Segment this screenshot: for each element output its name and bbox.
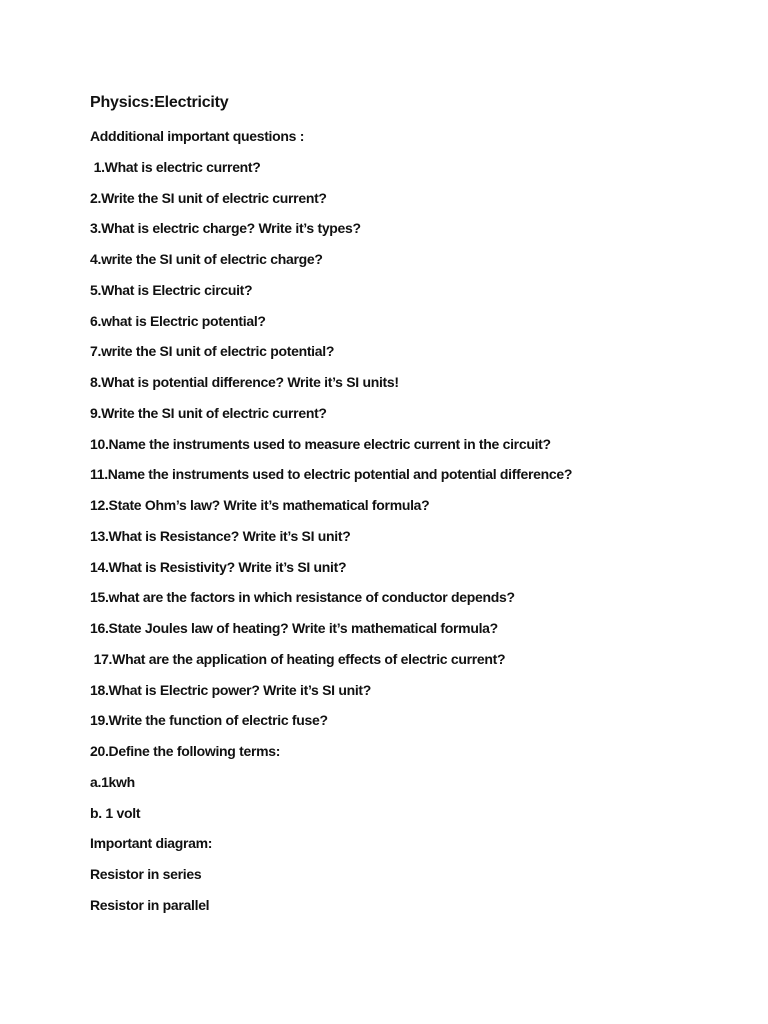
question-line: 15.what are the factors in which resistance of conductor depends? — [90, 589, 515, 605]
question-line: 10.Name the instruments used to measure electric current in the circuit? — [90, 436, 551, 452]
document-title: Physics:Electricity — [90, 94, 229, 111]
question-line: 3.What is electric charge? Write it’s types? — [90, 220, 361, 236]
question-line: 18.What is Electric power? Write it’s SI unit? — [90, 682, 372, 698]
question-line: 1.What is electric current? — [90, 159, 261, 175]
question-line: 5.What is Electric circuit? — [90, 282, 253, 298]
question-line: 4.write the SI unit of electric charge? — [90, 251, 323, 267]
question-line: 13.What is Resistance? Write it’s SI unit? — [90, 528, 351, 544]
question-line: 19.Write the function of electric fuse? — [90, 712, 328, 728]
question-line: 6.what is Electric potential? — [90, 313, 266, 329]
question-line: 8.What is potential difference? Write it’s SI units! — [90, 374, 399, 390]
question-line: 20.Define the following terms: — [90, 743, 281, 759]
question-line: 16.State Joules law of heating? Write it’s mathematical formula? — [90, 620, 498, 636]
question-line: 14.What is Resistivity? Write it’s SI unit? — [90, 559, 347, 575]
question-line: 9.Write the SI unit of electric current? — [90, 405, 327, 421]
diagram-item: Resistor in series — [90, 866, 202, 882]
question-line: 11.Name the instruments used to electric potential and potential difference? — [90, 466, 573, 482]
question-line: 7.write the SI unit of electric potential? — [90, 343, 335, 359]
section-heading-important-diagram: Important diagram: — [90, 835, 213, 851]
question-line: 12.State Ohm’s law? Write it’s mathematical formula? — [90, 497, 430, 513]
question-line: 2.Write the SI unit of electric current? — [90, 190, 327, 206]
term-line: b. 1 volt — [90, 805, 141, 821]
section-heading-additional-questions: Addditional important questions : — [90, 128, 305, 144]
question-line: 17.What are the application of heating effects of electric current? — [90, 651, 506, 667]
diagram-item: Resistor in parallel — [90, 897, 210, 913]
term-line: a.1kwh — [90, 774, 135, 790]
